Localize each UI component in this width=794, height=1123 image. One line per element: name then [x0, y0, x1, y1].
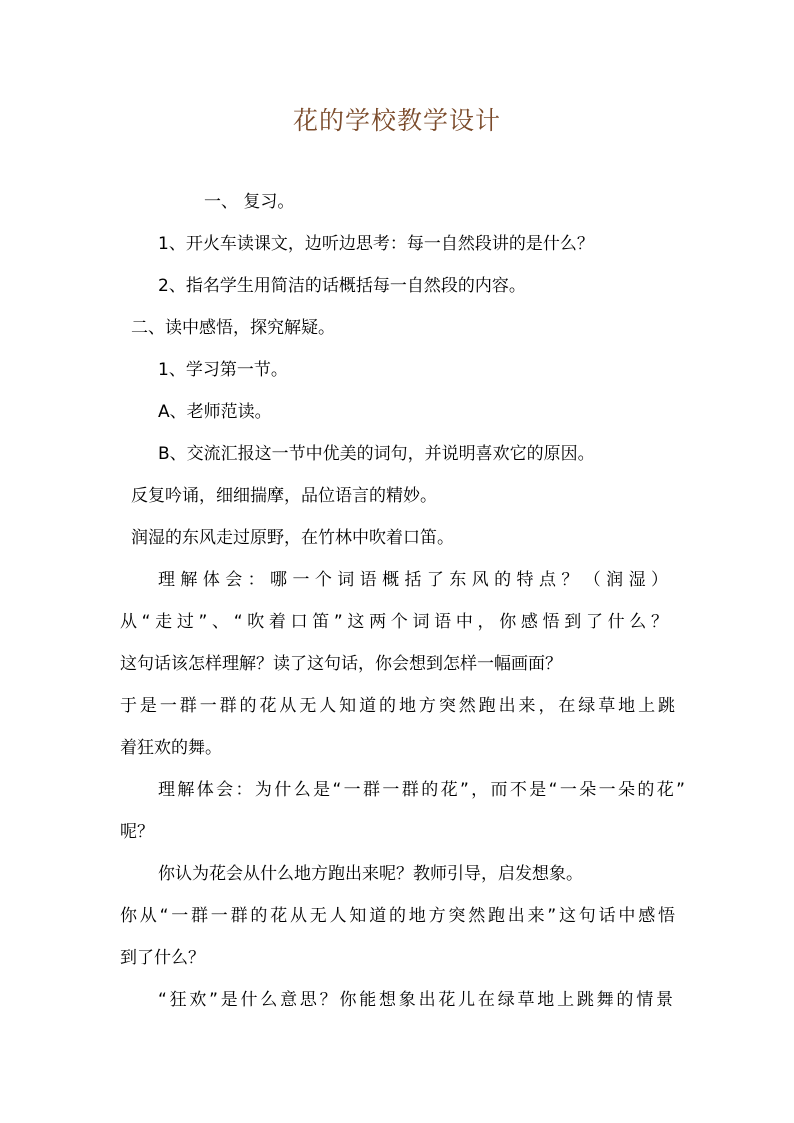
paragraph-line: 2、指名学生用简洁的话概括每一自然段的内容。: [158, 276, 526, 296]
document-title: 花的学校教学设计: [292, 106, 501, 135]
section-heading-review: 一、 复习。: [204, 192, 295, 212]
quoted-sentence: 着狂欢的舞。: [120, 738, 222, 758]
quoted-sentence: 于是一群一群的花从无人知道的地方突然跑出来，在绿草地上跳: [120, 696, 675, 716]
paragraph-line: 你从“一群一群的花从无人知道的地方突然跑出来”这句话中感悟: [120, 906, 675, 926]
paragraph-line: 到了什么？: [120, 948, 205, 968]
paragraph-line: B、交流汇报这一节中优美的词句，并说明喜欢它的原因。: [158, 444, 595, 464]
paragraph-line: 理解体会：哪一个词语概括了东风的特点？（润湿）: [158, 570, 668, 590]
paragraph-line: 理解体会：为什么是“一群一群的花”，而不是“一朵一朵的花”: [158, 780, 685, 800]
paragraph-line: 你认为花会从什么地方跑出来呢？教师引导，启发想象。: [158, 864, 583, 884]
paragraph-line: “狂欢”是什么意思？你能想象出花儿在绿草地上跳舞的情景: [158, 990, 673, 1010]
paragraph-line: 1、学习第一节。: [158, 360, 288, 380]
paragraph-line: 1、开火车读课文，边听边思考：每一自然段讲的是什么？: [158, 234, 594, 254]
section-heading-reading: 二、读中感悟，探究解疑。: [131, 318, 335, 338]
paragraph-line: A、老师范读。: [158, 402, 272, 422]
paragraph-line: 反复吟诵，细细揣摩，品位语言的精妙。: [131, 486, 437, 506]
paragraph-line: 从“走过”、“吹着口笛”这两个词语中，你感悟到了什么？: [120, 612, 668, 632]
quoted-sentence: 润湿的东风走过原野，在竹林中吹着口笛。: [131, 528, 454, 548]
paragraph-line: 呢？: [120, 822, 154, 842]
paragraph-line: 这句话该怎样理解？读了这句话，你会想到怎样一幅画面？: [120, 654, 562, 674]
